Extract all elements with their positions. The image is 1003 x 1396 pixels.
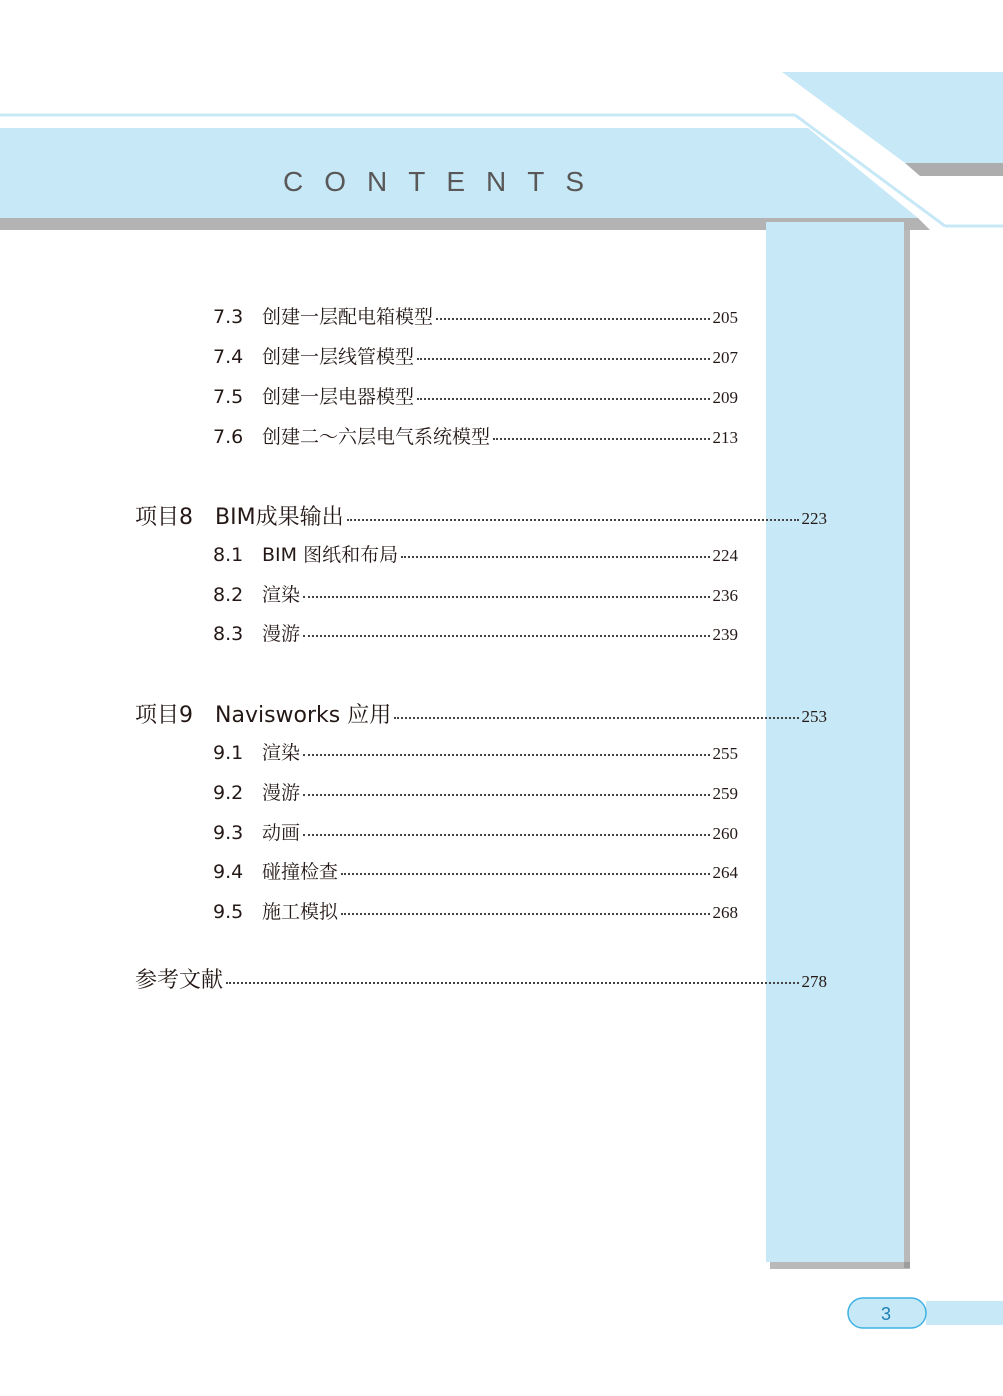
toc-entry-page: 259: [712, 784, 738, 803]
toc-entry-number: 项目8: [135, 505, 193, 530]
toc-entry-title: 渲染: [262, 584, 301, 606]
toc-entry-title: 创建二～六层电气系统模型: [262, 426, 491, 448]
dot-leader: [303, 594, 709, 598]
toc-entry-number: 8.2: [213, 584, 244, 606]
toc-entry-number: 9.1: [213, 742, 244, 764]
toc-section-entry[interactable]: [213, 818, 738, 845]
toc-entry-title: Navisworks 应用: [215, 703, 392, 728]
dot-leader: [303, 792, 709, 796]
toc-entry-number: 7.6: [213, 426, 244, 448]
toc-entry-page: 213: [712, 428, 738, 447]
toc-chapter-entry[interactable]: [135, 698, 827, 729]
dot-leader: [417, 356, 709, 360]
toc-section-entry[interactable]: [213, 422, 738, 449]
toc-entry-page: 239: [712, 625, 738, 644]
toc-entry-number: 9.5: [213, 901, 244, 923]
toc-entry-page: 268: [712, 903, 738, 922]
toc-section-entry[interactable]: [213, 778, 738, 805]
toc-entry-number: 项目9: [135, 703, 193, 728]
toc-entry-title: 创建一层电器模型: [262, 386, 415, 408]
toc-section-entry[interactable]: [213, 342, 738, 369]
page-title: CONTENTS: [283, 166, 605, 197]
toc-entry-number: 7.3: [213, 306, 244, 328]
toc-entry-page: 209: [712, 388, 738, 407]
toc-section-entry[interactable]: [213, 382, 738, 409]
toc-entry-page: 223: [801, 509, 827, 528]
dot-leader: [417, 396, 709, 400]
toc-section-entry[interactable]: [213, 738, 738, 765]
toc-section-entry[interactable]: [213, 619, 738, 646]
toc-entry-page: 278: [801, 972, 827, 991]
toc-entry-title: 碰撞检查: [262, 861, 339, 883]
toc-entry-title: 动画: [262, 822, 301, 844]
page-number: 3: [880, 1304, 891, 1324]
toc-entry-number: 7.5: [213, 386, 244, 408]
toc-entry-number: 8.1: [213, 544, 244, 566]
toc-entry-title: BIM成果输出: [215, 505, 344, 530]
toc-entry-title: 漫游: [262, 623, 301, 645]
toc-entry-number: 9.3: [213, 822, 244, 844]
dot-leader: [341, 871, 709, 875]
dot-leader: [303, 633, 709, 637]
toc-entry-page: 264: [712, 863, 738, 882]
toc-entry-page: 205: [712, 308, 738, 327]
toc-entry-title: 创建一层线管模型: [262, 346, 415, 368]
dot-leader: [303, 832, 709, 836]
toc-entry-number: 9.2: [213, 782, 244, 804]
toc-section-entry[interactable]: [213, 302, 738, 329]
toc-entry-page: 224: [712, 546, 738, 565]
toc-section-entry[interactable]: [213, 580, 738, 607]
dot-leader: [394, 715, 798, 719]
toc-entry-title: 创建一层配电箱模型: [262, 306, 434, 328]
dot-leader: [436, 316, 709, 320]
toc-entry-page: 253: [801, 707, 827, 726]
toc-entry-title: 渲染: [262, 742, 301, 764]
toc-section-entry[interactable]: [213, 857, 738, 884]
toc-entry-title: 参考文献: [135, 968, 224, 993]
toc-entry-number: 7.4: [213, 346, 244, 368]
toc-entry-page: 255: [712, 744, 738, 763]
toc-entry-page: 236: [712, 586, 738, 605]
toc-section-entry[interactable]: [213, 540, 738, 567]
dot-leader: [341, 911, 709, 915]
dot-leader: [303, 752, 709, 756]
toc-entry-page: 260: [712, 824, 738, 843]
toc-section-entry[interactable]: [213, 897, 738, 924]
toc-entry-title: 施工模拟: [262, 901, 339, 923]
dot-leader: [226, 980, 798, 984]
toc-chapter-entry[interactable]: [135, 500, 827, 531]
toc-entry-page: 207: [712, 348, 738, 367]
toc-entry-number: 9.4: [213, 861, 244, 883]
dot-leader: [493, 436, 709, 440]
toc-entry-title: BIM 图纸和布局: [262, 544, 399, 566]
dot-leader: [401, 554, 709, 558]
toc-entry-title: 漫游: [262, 782, 301, 804]
toc-entry-number: 8.3: [213, 623, 244, 645]
toc-chapter-entry[interactable]: [135, 963, 827, 994]
dot-leader: [347, 517, 799, 521]
